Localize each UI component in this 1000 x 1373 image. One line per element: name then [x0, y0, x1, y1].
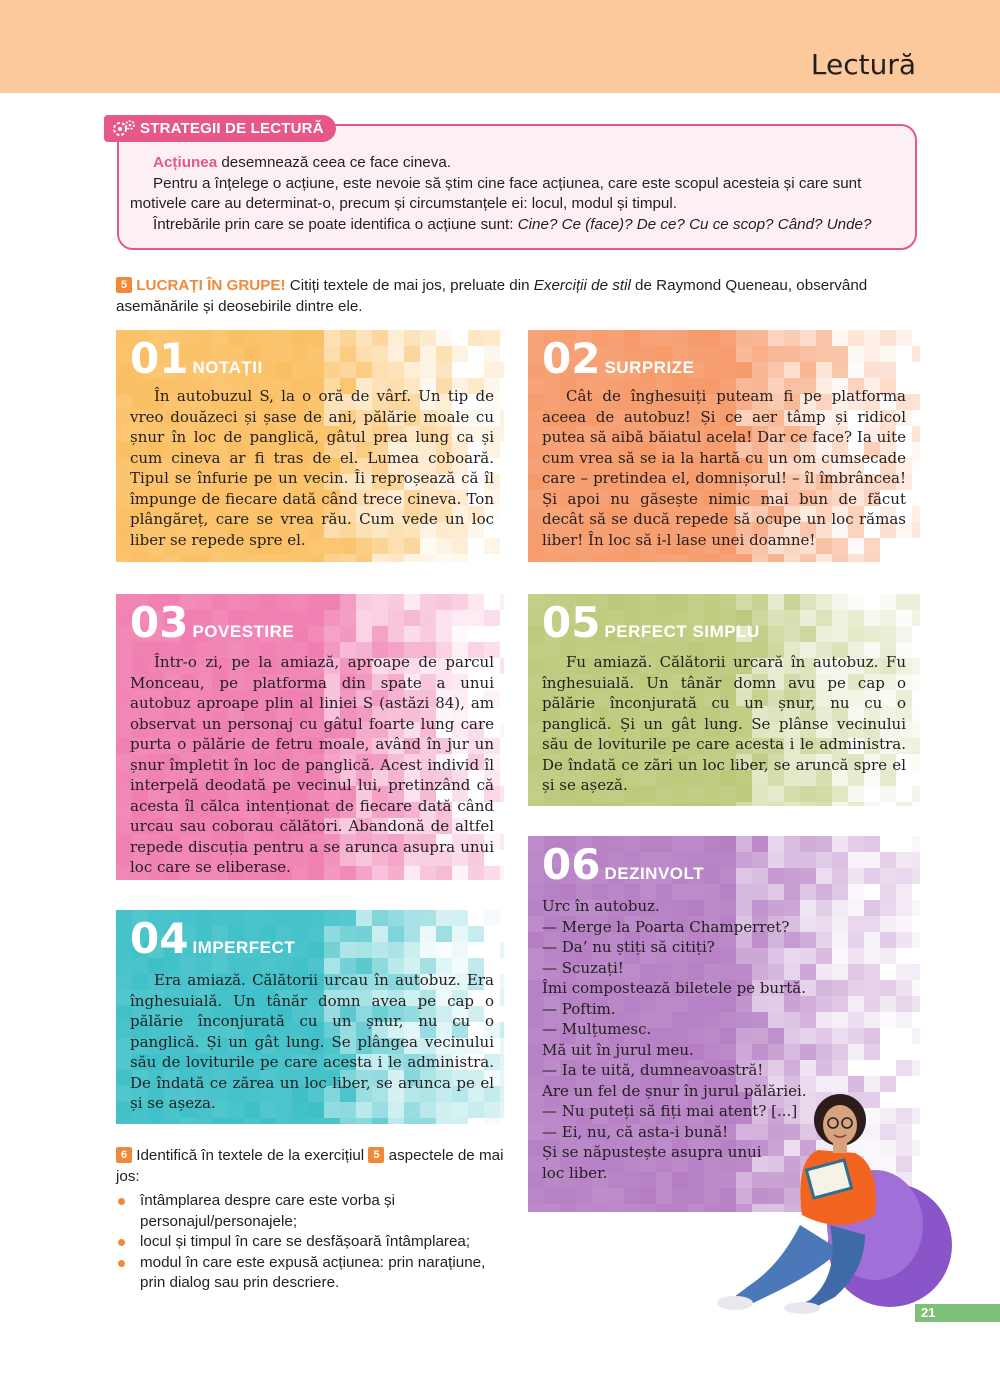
exercise-number-badge: 6	[116, 1147, 132, 1163]
box-number: 03	[130, 598, 189, 647]
gear-icon	[112, 119, 136, 138]
reading-girl-illustration	[690, 1075, 960, 1315]
list-item: modul în care este expusă acțiunea: prin narațiune, prin dialog sau prin descriere.	[116, 1253, 508, 1294]
dialog-line: — Nu puteți să fiți mai atent? [...]	[542, 1102, 798, 1120]
dialog-line: Și se năpustește asupra unui	[542, 1143, 762, 1161]
box-text: Cât de înghesuiți puteam fi pe platforma aceea de autobuz! Și ce aer tâmp și ridicol putea să aibă băiatul acela! Dar ce face? Ia uite cum vrea să se ia la hartă cu un om cumsecade care – pretindea el, domnișorul! – îl îmbrâncea! Și apoi nu găsește nimic mai bun de făcut decât să se ducă repede să ocupe un loc rămas liber! În loc să i-l lase unei doamne!	[542, 387, 906, 549]
dialog-line: — Mulțumesc.	[542, 1020, 652, 1038]
dialog-line: loc liber.	[542, 1163, 608, 1182]
strategy-tab	[104, 115, 336, 142]
strategy-text: Acțiunea desemnează ceea ce face cineva. Pentru a înțelege o acțiune, este nevoie să știm cine face acțiunea, care este scopul acesteia și care sunt motivele care au determinat-o, precum și circumstanțele ei: locul, modul și timpul. Întrebările prin care se poate identifica o acțiune sunt: Cine? Ce (face)? De ce? Cu ce scop? Când? Unde?	[130, 153, 905, 235]
list-item: locul și timpul în care se desfășoară întâmplarea;	[116, 1232, 508, 1253]
strategy-tab-label: STRATEGII DE LECTURĂ	[140, 120, 324, 137]
dialog-line: Mă uit în jurul meu.	[542, 1040, 694, 1059]
box-text: În autobuzul S, la o oră de vârf. Un tip de vreo douăzeci și șase de ani, pălărie moale cu șnur în loc de panglică, gâtul prea lung ca și cum cineva ar fi tras de el. Lumea coboară. Tipul se înfurie pe un vecin. Îi reproșează că îl împunge de fiecare dată când trece cineva. Ton plângăreț, care se vrea rău. Cum vede un loc liber se repede spre el.	[130, 387, 494, 549]
box-number: 06	[542, 840, 601, 889]
page-header	[0, 0, 1000, 93]
chapter-title: Lectură	[810, 48, 916, 81]
exercise-6-list	[116, 1191, 508, 1294]
dialog-line: Are un fel de șnur în jurul pălăriei.	[542, 1081, 807, 1100]
exercise-number-badge: 5	[116, 277, 132, 293]
exercise-ref-badge: 5	[368, 1147, 384, 1163]
text-box-05	[528, 594, 920, 806]
box-number: 02	[542, 334, 601, 383]
dialog-line: — Poftim.	[542, 999, 616, 1018]
strategy-term: Acțiunea	[153, 154, 218, 171]
box-number: 01	[130, 334, 189, 383]
dialog-line: — Merge la Poarta Champerret?	[542, 917, 790, 936]
dialog-line: — Da’ nu știți să citiți?	[542, 938, 715, 956]
strategy-questions: Cine? Ce (face)? De ce? Cu ce scop? Când? Unde?	[517, 215, 872, 233]
text-box-02	[528, 330, 920, 562]
box-title: NOTAȚII	[192, 358, 263, 377]
box-text: Fu amiază. Călătorii urcară în autobuz. Fu înghesuială. Un tânăr domn avu pe cap o pălărie înconjurată cu un șnur, nu cu o panglică. Și un gât lung. Se plânse vecinului său de loviturile pe care acesta i le administra. De îndată ce zări un loc liber, se aruncă spre el și se așeză.	[542, 653, 906, 794]
exercise-5-label: LUCRAȚI ÎN GRUPE!	[136, 277, 286, 294]
list-item: întâmplarea despre care este vorba și personajul/personajele;	[116, 1191, 508, 1232]
box-number: 04	[130, 914, 189, 963]
box-number: 05	[542, 598, 601, 647]
page-number: 21	[915, 1304, 1000, 1322]
box-text: Într-o zi, pe la amiază, aproape de parcul Monceau, pe platforma din spate a unui autobuz aproape plin al liniei S (astăzi 84), am observat un personaj cu gâtul foarte lung care purta o pălărie de fetru moale, având în jur un șnur împletit în loc de panglică. Acest individ îl interpelă deodată pe vecinul lui, pretinzând că acesta îl călca intenționat de fiecare dată când urcau sau coborau călători. Abandonă de altfel repede discuția pentru a se arunca asupra unui loc care se eliberase.	[130, 653, 494, 876]
text-box-03	[116, 594, 504, 880]
exercise-5-instruction: 5 LUCRAȚI ÎN GRUPE! Citiți textele de mai jos, preluate din Exerciții de stil de Raymond Queneau, observând asemănările și deosebirile dintre ele.	[116, 277, 868, 315]
text-box-01	[116, 330, 504, 562]
book-title: Exerciții de stil	[533, 277, 631, 294]
dialog-line: — Scuzați!	[542, 958, 624, 977]
dialog-line: — Ia te uită, dumneavoastră!	[542, 1061, 764, 1079]
dialog-line: Urc în autobuz.	[542, 897, 660, 915]
dialog-line: Îmi compostează biletele pe burtă.	[542, 979, 807, 997]
strategy-paragraph: Pentru a înțelege o acțiune, este nevoie să știm cine face acțiunea, care este scopul acesteia și care sunt motivele care au determinat-o, precum și circumstanțele ei: locul, modul și timpul.	[130, 174, 862, 212]
box-title: IMPERFECT	[192, 938, 296, 957]
box-title: DEZINVOLT	[604, 864, 705, 883]
box-title: PERFECT SIMPLU	[604, 622, 760, 641]
dialog-line: — Ei, nu, că asta-i bună!	[542, 1122, 729, 1141]
text-box-04	[116, 910, 504, 1124]
exercise-6: 6 Identifică în textele de la exercițiul 5 aspectele de mai jos: întâmplarea despre care este vorba și personajul/personajele; locul și timpul în care se desfășoară întâmplarea; modul în care este expusă acțiunea: prin narațiune, prin dialog sau prin descriere.	[116, 1146, 508, 1294]
box-title: SURPRIZE	[604, 358, 695, 377]
box-text: Era amiază. Călătorii urcau în autobuz. Era înghesuială. Un tânăr domn avea pe cap o pălărie înconjurată cu un șnur, nu cu o panglică. Și un gât lung. Se plângea vecinului său de loviturile pe care acesta i le administra. De îndată ce zărea un loc liber, se arunca pe el și se așeza.	[130, 971, 494, 1112]
box-title: POVESTIRE	[192, 622, 295, 641]
